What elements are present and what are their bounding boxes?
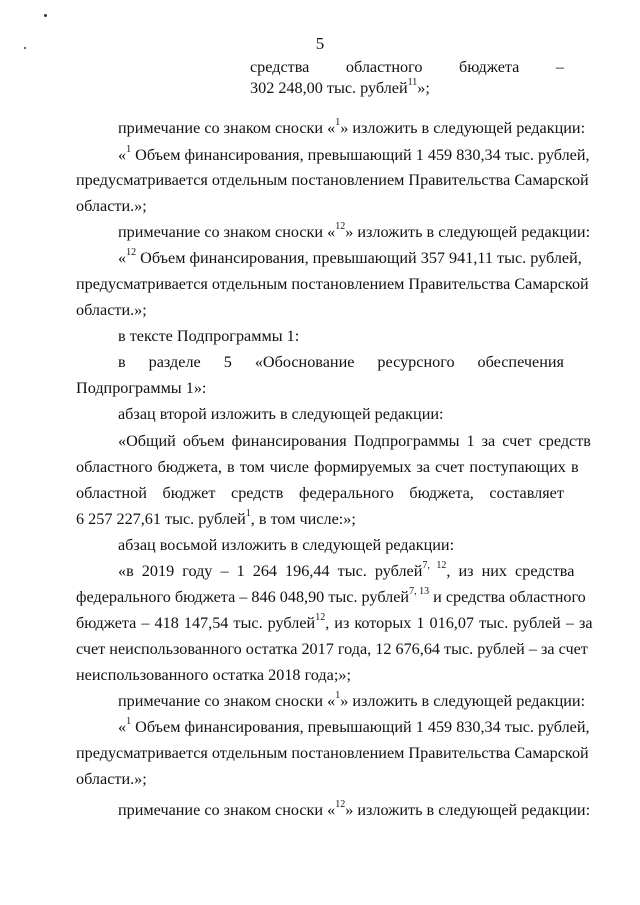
page-number: 5 xyxy=(315,34,325,53)
word: обеспечения xyxy=(477,353,564,371)
text-line: Подпрограммы 1»: xyxy=(76,379,207,397)
word: в xyxy=(118,353,126,371)
text-line: областного бюджета, в том числе формируемых за счет поступающих в xyxy=(76,458,579,476)
text-line: 6 257 227,61 тыс. рублей$^1$, в том числе:»; xyxy=(76,507,356,528)
word: областной xyxy=(76,484,147,502)
text-line: абзац восьмой изложить в следующей редакции: xyxy=(118,536,455,554)
word: средства xyxy=(250,58,310,76)
footnote-ref: 12 xyxy=(315,611,326,623)
text-line: области.»; xyxy=(76,301,147,319)
text-line: 302 248,00 тыс. рублей$^{11}$»; xyxy=(250,76,430,97)
text-line: неиспользованного остатка 2018 года;»; xyxy=(76,666,351,684)
footnote-ref: 1 xyxy=(335,116,341,128)
text-line: области.»; xyxy=(76,197,147,215)
text-line: примечание со знаком сноски «$^{12}$» изложить в следующей редакции: xyxy=(118,798,591,819)
text-line xyxy=(76,483,564,503)
footnote-ref: 11 xyxy=(407,76,418,88)
text-line: бюджета – 418 147,54 тыс. рублей$^{12}$, из которых 1 016,07 тыс. рублей – за xyxy=(76,611,593,632)
text-line: счет неиспользованного остатка 2017 года, 12 676,64 тыс. рублей – за счет xyxy=(76,640,588,658)
text-line: «$^1$ Объем финансирования, превышающий 1 459 830,34 тыс. рублей, xyxy=(118,715,590,736)
footnote-ref: 1 xyxy=(335,689,341,701)
text-line: «Общий объем финансирования Подпрограммы 1 за счет средств xyxy=(118,432,591,450)
word: бюджет xyxy=(162,484,216,502)
text-line: примечание со знаком сноски «$^{12}$» изложить в следующей редакции: xyxy=(118,220,591,241)
text-line: предусматривается отдельным постановлением Правительства Самарской xyxy=(76,171,589,189)
word: бюджета xyxy=(459,58,520,76)
text-line: федерального бюджета – 846 048,90 тыс. рублей$^{7, 13}$ и средства областного xyxy=(76,585,586,606)
scan-speck xyxy=(44,14,47,17)
footnote-ref: 7, 13 xyxy=(409,585,430,597)
text-line xyxy=(118,352,564,372)
footnote-ref: 12 xyxy=(335,220,346,232)
text-line: «$^1$ Объем финансирования, превышающий 1 459 830,34 тыс. рублей, xyxy=(118,143,590,164)
word: 5 xyxy=(223,353,232,371)
word: областного xyxy=(345,58,423,76)
word: федерального xyxy=(298,484,394,502)
text-line: области.»; xyxy=(76,770,147,788)
text-line xyxy=(250,57,564,77)
text-line: «в 2019 году – 1 264 196,44 тыс. рублей$^{7, 12}$, из них средства xyxy=(118,559,575,580)
word: – xyxy=(555,58,564,76)
footnote-ref: 12 xyxy=(335,798,346,810)
footnote-ref: 1 xyxy=(245,507,251,519)
word: средств xyxy=(231,484,284,502)
text-line: предусматривается отдельным постановлением Правительства Самарской xyxy=(76,744,589,762)
word: составляет xyxy=(489,484,564,502)
word: бюджета, xyxy=(409,484,474,502)
word: «Обоснование xyxy=(254,353,355,371)
footnote-ref: 12 xyxy=(126,246,137,258)
text-line: примечание со знаком сноски «$^1$» изложить в следующей редакции: xyxy=(118,689,586,710)
footnote-ref: 1 xyxy=(126,715,132,727)
text-line: в тексте Подпрограммы 1: xyxy=(118,327,300,345)
word: ресурсного xyxy=(377,353,455,371)
text-line: абзац второй изложить в следующей редакции: xyxy=(118,405,444,423)
footnote-ref: 1 xyxy=(126,143,132,155)
text-line: «$^{12}$ Объем финансирования, превышающий 357 941,11 тыс. рублей, xyxy=(118,246,582,267)
word: разделе xyxy=(148,353,201,371)
footnote-ref: 7, 12 xyxy=(422,559,447,571)
text-line: предусматривается отдельным постановлением Правительства Самарской xyxy=(76,275,589,293)
text-line: примечание со знаком сноски «$^1$» изложить в следующей редакции: xyxy=(118,116,586,137)
